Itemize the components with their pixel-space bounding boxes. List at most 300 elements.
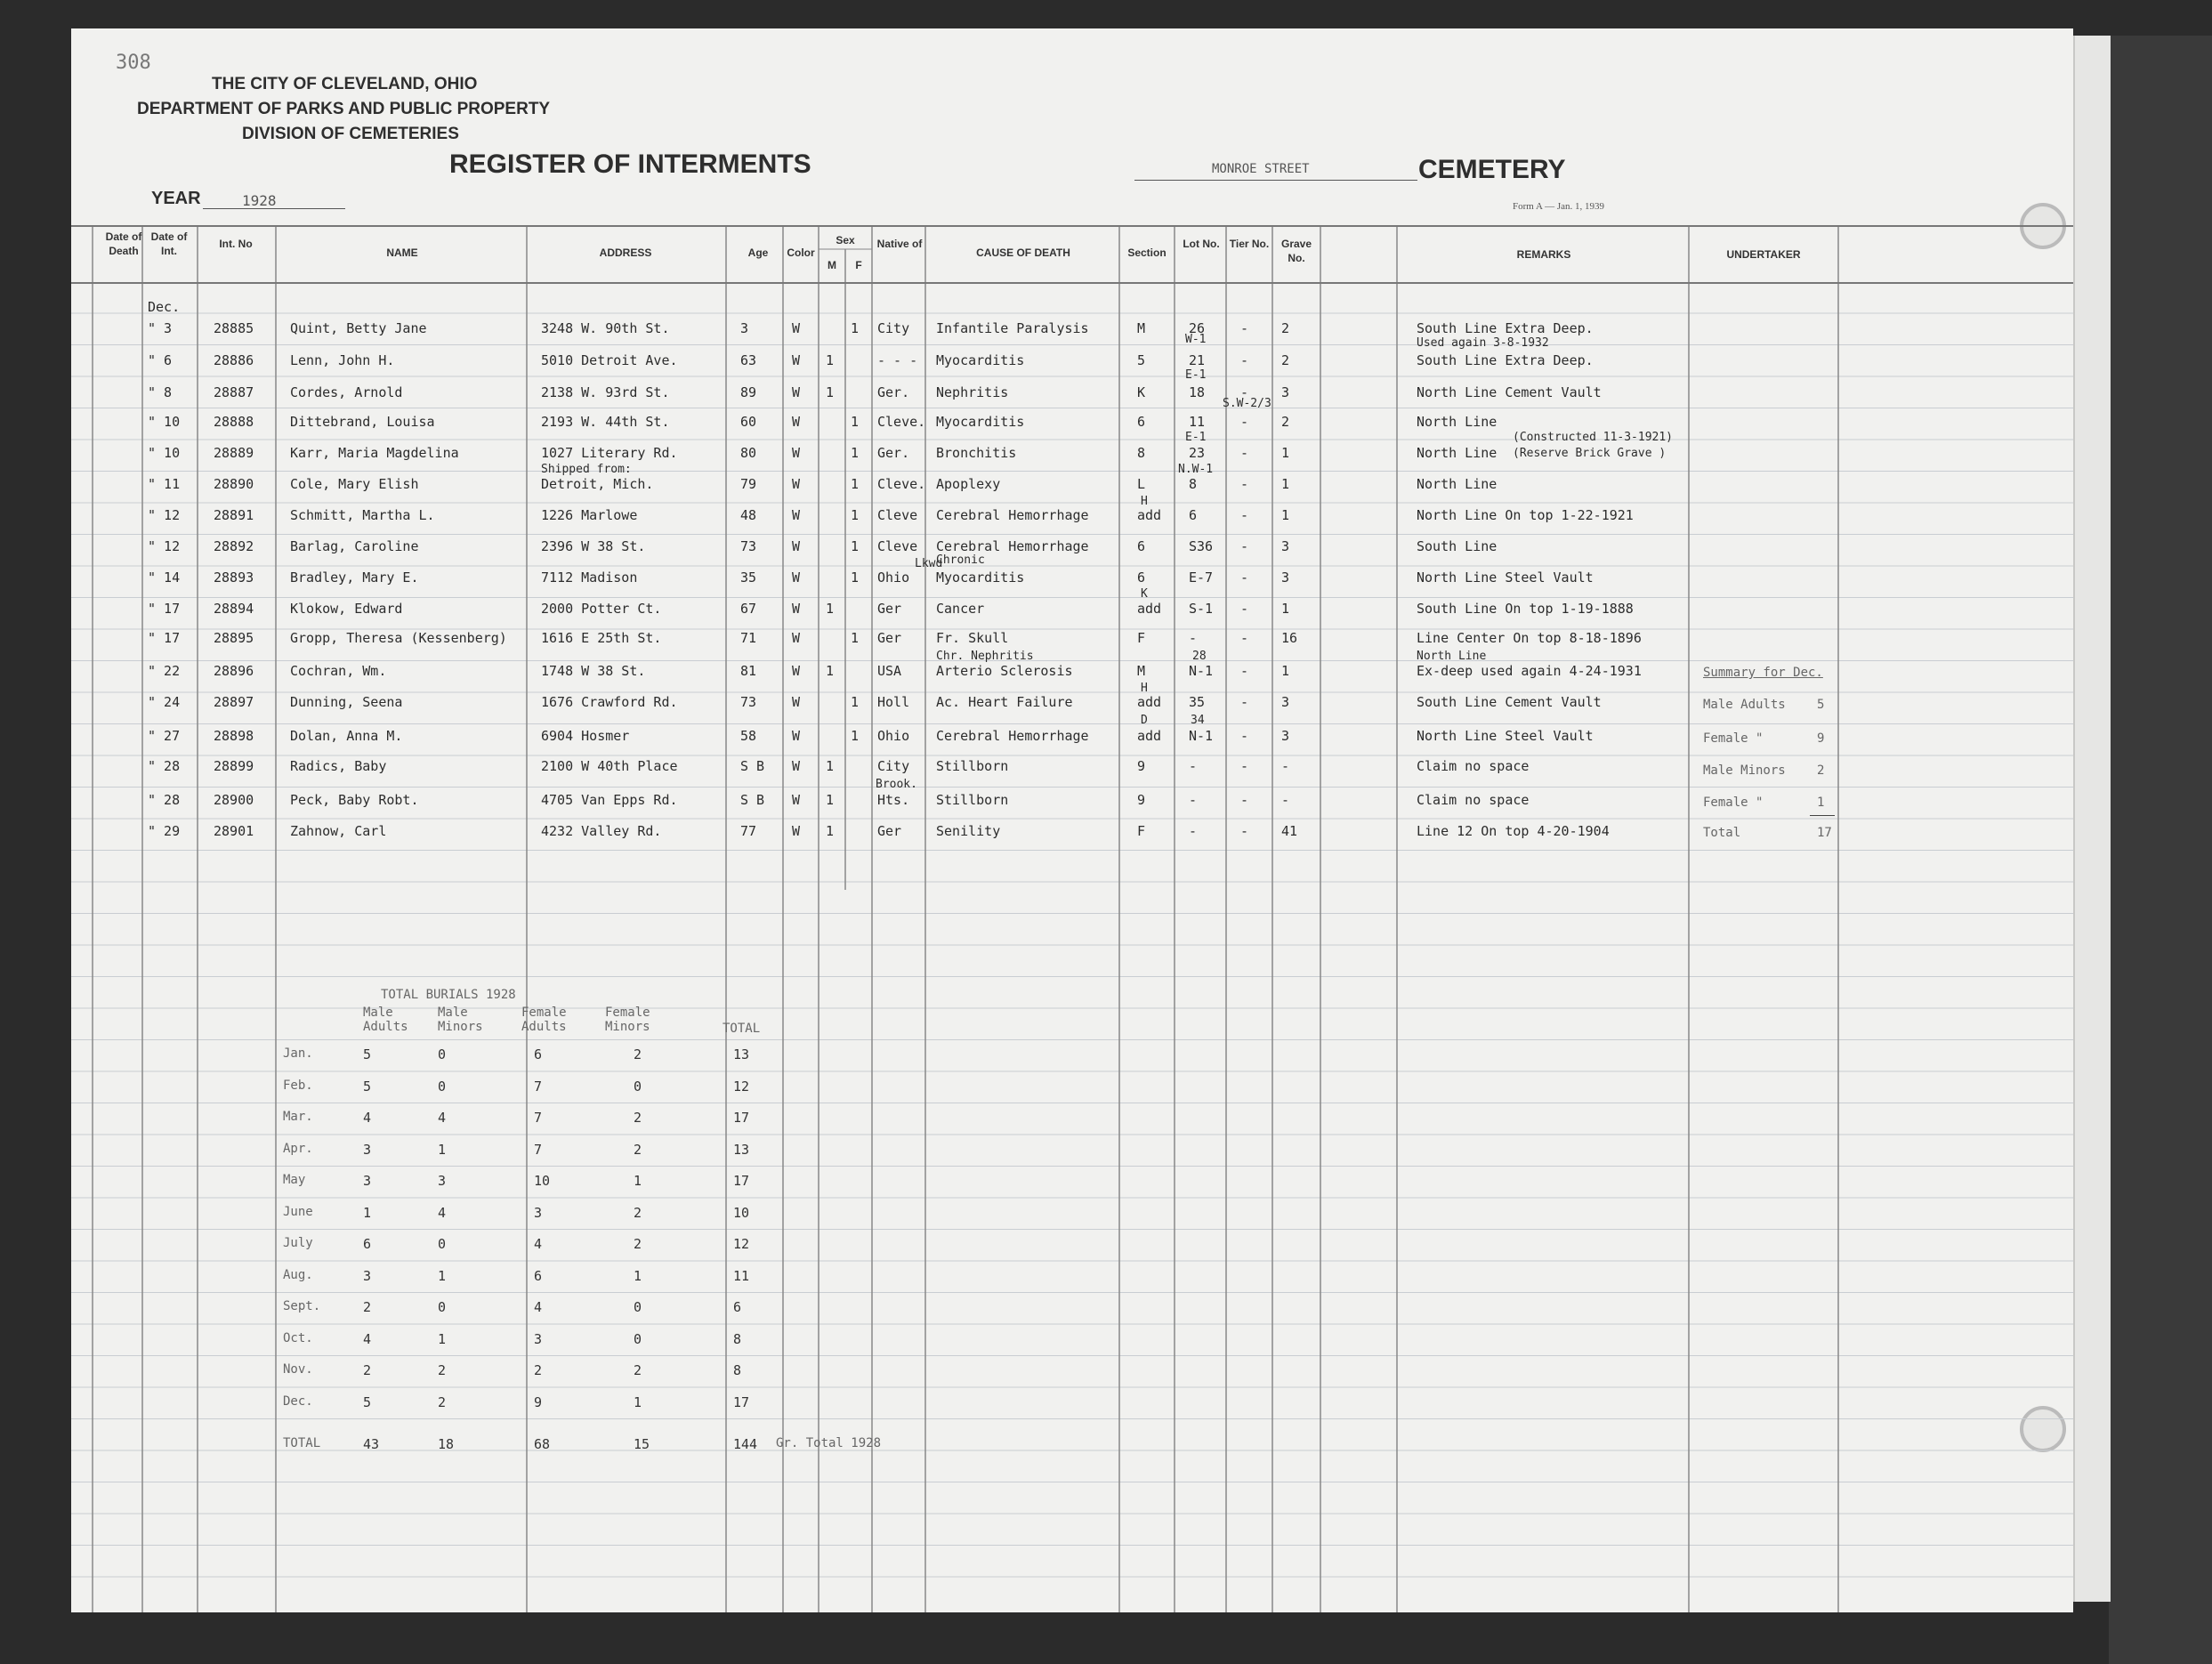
- age-cell: 58: [740, 728, 757, 744]
- int-no-cell: 28897: [214, 694, 254, 710]
- section-cell: M: [1137, 663, 1146, 679]
- sex-f-cell: 1: [851, 320, 860, 336]
- col-date-of-death: Date of Death: [105, 230, 142, 257]
- page-title: REGISTER OF INTERMENTS: [449, 149, 811, 179]
- name-cell: Karr, Maria Magdelina: [290, 445, 459, 461]
- color-cell: W: [792, 601, 801, 617]
- sex-f-cell: 1: [851, 507, 860, 523]
- col-date-of-int: Date of Int.: [150, 230, 188, 257]
- sex-m-cell: 1: [826, 663, 835, 679]
- native-cell: Ger.: [877, 384, 910, 400]
- page-number: 308: [116, 52, 151, 74]
- totals-male-minors: 4: [438, 1110, 447, 1126]
- remarks-cell: South Line Cement Vault: [1417, 694, 1602, 710]
- age-cell: 67: [740, 601, 757, 617]
- section-cell: 6: [1137, 569, 1146, 586]
- totals-male-minors: 2: [438, 1362, 447, 1378]
- totals-total: 17: [733, 1110, 750, 1126]
- totals-month: Aug.: [283, 1267, 313, 1282]
- cause-cell: Nephritis: [936, 384, 1009, 400]
- int-no-cell: 28891: [214, 507, 254, 523]
- int-no-cell: 28899: [214, 758, 254, 774]
- remarks-cell: Line 12 On top 4-20-1904: [1417, 823, 1610, 839]
- totals-female-adults: 2: [534, 1362, 543, 1378]
- tier-cell: -: [1240, 445, 1249, 461]
- int-no-cell: 28901: [214, 823, 254, 839]
- tier-cell: -: [1240, 538, 1249, 554]
- remarks-cell: Claim no space: [1417, 792, 1530, 808]
- date-cell: " 24: [148, 694, 181, 710]
- col-tier: Tier No.: [1229, 238, 1270, 250]
- color-cell: W: [792, 694, 801, 710]
- row9-section-note: K: [1141, 587, 1148, 601]
- totals-col-male-adults: Male Adults: [363, 1006, 408, 1034]
- form-number: Form A — Jan. 1, 1939: [1513, 201, 1604, 212]
- section-cell: 6: [1137, 414, 1146, 430]
- totals-male-adults: 2: [363, 1362, 372, 1378]
- row13-section-note: D: [1141, 714, 1148, 727]
- totals-male-adults: 4: [363, 1330, 372, 1347]
- totals-female-minors: 15: [634, 1436, 650, 1452]
- section-cell: add: [1137, 601, 1162, 617]
- address-cell: 2138 W. 93rd St.: [541, 384, 670, 400]
- date-cell: " 27: [148, 728, 181, 744]
- totals-female-adults: 3: [534, 1330, 543, 1347]
- address-cell: 3248 W. 90th St.: [541, 320, 670, 336]
- remarks-cell: North Line: [1417, 414, 1498, 430]
- remarks-cell: Claim no space: [1417, 758, 1530, 774]
- grand-total-label: Gr. Total 1928: [776, 1436, 882, 1450]
- lot-cell: N-1: [1189, 728, 1214, 744]
- cemetery-label: CEMETERY: [1418, 155, 1566, 184]
- date-cell: " 28: [148, 758, 181, 774]
- totals-female-minors: 2: [634, 1236, 642, 1252]
- sex-m-cell: 1: [826, 384, 835, 400]
- date-cell: " 12: [148, 507, 181, 523]
- address-cell: 2193 W. 44th St.: [541, 414, 670, 430]
- color-cell: W: [792, 320, 801, 336]
- color-cell: W: [792, 758, 801, 774]
- native-cell: Cleve.: [877, 476, 926, 492]
- year-value: 1928: [242, 192, 277, 209]
- section-cell: 5: [1137, 352, 1146, 368]
- cause-cell: Myocarditis: [936, 414, 1025, 430]
- header-department: DEPARTMENT OF PARKS AND PUBLIC PROPERTY: [137, 100, 551, 118]
- color-cell: W: [792, 663, 801, 679]
- totals-female-minors: 1: [634, 1393, 642, 1410]
- totals-month: Dec.: [283, 1393, 313, 1409]
- row12-section-note: H: [1141, 682, 1148, 695]
- age-cell: 80: [740, 445, 757, 461]
- totals-female-adults: 7: [534, 1078, 543, 1095]
- date-cell: " 10: [148, 414, 181, 430]
- address-cell: 2000 Potter Ct.: [541, 601, 662, 617]
- totals-total: 11: [733, 1267, 750, 1284]
- native-cell: City: [877, 758, 910, 774]
- cause-cell: Apoplexy: [936, 476, 1001, 492]
- cause-cell: Cerebral Hemorrhage: [936, 728, 1089, 744]
- sex-m-cell: 1: [826, 352, 835, 368]
- date-cell: " 8: [148, 384, 173, 400]
- grave-cell: 1: [1281, 476, 1290, 492]
- section-cell: F: [1137, 823, 1146, 839]
- col-sex-m: M: [827, 259, 836, 271]
- row6-section-note: H: [1141, 495, 1148, 508]
- lot-cell: S36: [1189, 538, 1214, 554]
- color-cell: W: [792, 414, 801, 430]
- native-cell: Ger: [877, 823, 902, 839]
- grave-cell: 3: [1281, 538, 1290, 554]
- int-no-cell: 28886: [214, 352, 254, 368]
- lot-cell: 6: [1189, 507, 1198, 523]
- totals-total: 6: [733, 1299, 742, 1315]
- int-no-cell: 28900: [214, 792, 254, 808]
- cause-cell: Infantile Paralysis: [936, 320, 1089, 336]
- grave-cell: 2: [1281, 352, 1290, 368]
- cause-cell: Arterio Sclerosis: [936, 663, 1073, 679]
- int-no-cell: 28893: [214, 569, 254, 586]
- native-cell: Ohio: [877, 728, 910, 744]
- tier-cell: -: [1240, 569, 1249, 586]
- sex-m-cell: 1: [826, 792, 835, 808]
- age-cell: 63: [740, 352, 757, 368]
- section-cell: 9: [1137, 792, 1146, 808]
- totals-title: TOTAL BURIALS 1928: [381, 988, 516, 1002]
- lot-cell: 21: [1189, 352, 1206, 368]
- date-cell: " 17: [148, 601, 181, 617]
- address-cell: 1027 Literary Rd.: [541, 445, 678, 461]
- totals-total: 10: [733, 1204, 750, 1221]
- int-no-cell: 28898: [214, 728, 254, 744]
- totals-month: Apr.: [283, 1141, 313, 1156]
- name-cell: Quint, Betty Jane: [290, 320, 427, 336]
- name-cell: Dunning, Seena: [290, 694, 403, 710]
- grave-cell: 3: [1281, 569, 1290, 586]
- col-native: Native of: [876, 238, 923, 250]
- totals-male-adults: 5: [363, 1078, 372, 1095]
- totals-total: 13: [733, 1046, 750, 1062]
- lot-cell: 35: [1189, 694, 1206, 710]
- row4-lot-note: E-1: [1185, 431, 1207, 444]
- totals-female-minors: 2: [634, 1362, 642, 1378]
- grave-cell: 1: [1281, 507, 1290, 523]
- address-cell: 4232 Valley Rd.: [541, 823, 662, 839]
- totals-male-minors: 4: [438, 1204, 447, 1221]
- remarks-cell: North Line Steel Vault: [1417, 569, 1594, 586]
- lot-cell: N-1: [1189, 663, 1214, 679]
- grave-cell: 16: [1281, 630, 1298, 646]
- totals-male-minors: 1: [438, 1267, 447, 1284]
- totals-total: 12: [733, 1236, 750, 1252]
- totals-female-adults: 10: [534, 1173, 551, 1189]
- totals-month: Oct.: [283, 1330, 313, 1345]
- sex-f-cell: 1: [851, 476, 860, 492]
- color-cell: W: [792, 569, 801, 586]
- tier-cell: -: [1240, 414, 1249, 430]
- grave-cell: 1: [1281, 601, 1290, 617]
- row4-remark-constructed: (Constructed 11-3-1921): [1513, 431, 1674, 444]
- native-cell: Holl: [877, 694, 910, 710]
- col-int-no: Int. No: [219, 238, 253, 250]
- native-cell: Ger: [877, 630, 902, 646]
- tier-cell: -: [1240, 663, 1249, 679]
- summary-value: 17: [1817, 826, 1832, 840]
- name-cell: Klokow, Edward: [290, 601, 403, 617]
- totals-female-adults: 4: [534, 1236, 543, 1252]
- totals-month: June: [283, 1204, 313, 1219]
- age-cell: 89: [740, 384, 757, 400]
- section-cell: L: [1137, 476, 1146, 492]
- tier-cell: -: [1240, 630, 1249, 646]
- lot-cell: 18: [1189, 384, 1206, 400]
- age-cell: S B: [740, 792, 765, 808]
- totals-total: 12: [733, 1078, 750, 1095]
- section-cell: 8: [1137, 445, 1146, 461]
- year-label: YEAR: [151, 189, 201, 208]
- col-sex-f: F: [855, 259, 862, 271]
- int-no-cell: 28895: [214, 630, 254, 646]
- cause-cell: Stillborn: [936, 758, 1009, 774]
- totals-male-adults: 43: [363, 1436, 380, 1452]
- totals-male-adults: 1: [363, 1204, 372, 1221]
- section-cell: 9: [1137, 758, 1146, 774]
- sex-m-cell: 1: [826, 601, 835, 617]
- totals-male-adults: 3: [363, 1141, 372, 1158]
- row14-native-note: Brook.: [876, 778, 917, 791]
- totals-female-adults: 4: [534, 1299, 543, 1315]
- color-cell: W: [792, 476, 801, 492]
- tier-cell: -: [1240, 694, 1249, 710]
- date-cell: " 14: [148, 569, 181, 586]
- totals-female-minors: 2: [634, 1110, 642, 1126]
- grave-cell: -: [1281, 792, 1290, 808]
- header-division: DIVISION OF CEMETERIES: [242, 125, 459, 143]
- color-cell: W: [792, 728, 801, 744]
- totals-male-minors: 2: [438, 1393, 447, 1410]
- int-no-cell: 28890: [214, 476, 254, 492]
- cause-cell: Cancer: [936, 601, 985, 617]
- address-cell: 2396 W 38 St.: [541, 538, 646, 554]
- address-cell: 5010 Detroit Ave.: [541, 352, 678, 368]
- totals-month: May: [283, 1173, 306, 1187]
- age-cell: 73: [740, 538, 757, 554]
- sex-f-cell: 1: [851, 728, 860, 744]
- sex-f-cell: 1: [851, 414, 860, 430]
- tier-cell: -: [1240, 476, 1249, 492]
- name-cell: Gropp, Theresa (Kessenberg): [290, 630, 507, 646]
- row2-lot-note: E-1: [1185, 368, 1207, 382]
- totals-male-adults: 2: [363, 1299, 372, 1315]
- tier-cell: -: [1240, 792, 1249, 808]
- int-no-cell: 28896: [214, 663, 254, 679]
- col-age: Age: [747, 246, 769, 259]
- grave-cell: 2: [1281, 414, 1290, 430]
- cause-cell: Ac. Heart Failure: [936, 694, 1073, 710]
- summary-label: Total: [1703, 826, 1741, 840]
- lot-cell: -: [1189, 823, 1198, 839]
- col-name: NAME: [386, 246, 418, 259]
- remarks-cell: South Line: [1417, 538, 1498, 554]
- cause-cell: Myocarditis: [936, 569, 1025, 586]
- tier-cell: -: [1240, 728, 1249, 744]
- grave-cell: 2: [1281, 320, 1290, 336]
- totals-total: 17: [733, 1173, 750, 1189]
- summary-value: 9: [1817, 731, 1825, 746]
- grave-cell: 3: [1281, 694, 1290, 710]
- cemetery-name: MONROE STREET: [1212, 162, 1310, 176]
- totals-male-adults: 3: [363, 1267, 372, 1284]
- date-cell: " 28: [148, 792, 181, 808]
- color-cell: W: [792, 384, 801, 400]
- date-cell: " 12: [148, 538, 181, 554]
- cause-cell: Fr. Skull: [936, 630, 1009, 646]
- address-cell: 7112 Madison: [541, 569, 638, 586]
- col-grave: Grave No.: [1280, 238, 1312, 264]
- address-cell: 2100 W 40th Place: [541, 758, 678, 774]
- cause-cell: Cerebral Hemorrhage: [936, 507, 1089, 523]
- row11-cause-note: Chr. Nephritis: [936, 650, 1034, 663]
- grave-cell: 1: [1281, 663, 1290, 679]
- col-address: ADDRESS: [599, 246, 652, 259]
- lot-cell: 23: [1189, 445, 1206, 461]
- remarks-cell: South Line Extra Deep.: [1417, 352, 1594, 368]
- int-no-cell: 28885: [214, 320, 254, 336]
- age-cell: 71: [740, 630, 757, 646]
- totals-male-minors: 1: [438, 1330, 447, 1347]
- sex-f-cell: 1: [851, 569, 860, 586]
- totals-female-adults: 3: [534, 1204, 543, 1221]
- age-cell: 60: [740, 414, 757, 430]
- totals-female-minors: 2: [634, 1141, 642, 1158]
- totals-male-minors: 3: [438, 1173, 447, 1189]
- totals-female-minors: 1: [634, 1173, 642, 1189]
- totals-male-minors: 1: [438, 1141, 447, 1158]
- row1-lot-note: W-1: [1185, 333, 1207, 346]
- age-cell: 79: [740, 476, 757, 492]
- name-cell: Cordes, Arnold: [290, 384, 403, 400]
- color-cell: W: [792, 792, 801, 808]
- lot-cell: -: [1189, 792, 1198, 808]
- address-cell: 1616 E 25th St.: [541, 630, 662, 646]
- native-cell: USA: [877, 663, 902, 679]
- remarks-cell: North Line Steel Vault: [1417, 728, 1594, 744]
- color-cell: W: [792, 538, 801, 554]
- totals-male-adults: 3: [363, 1173, 372, 1189]
- native-cell: Cleve: [877, 507, 918, 523]
- totals-female-minors: 2: [634, 1204, 642, 1221]
- col-color: Color: [787, 246, 815, 259]
- summary-value: 1: [1817, 796, 1825, 810]
- totals-total: 8: [733, 1330, 742, 1347]
- age-cell: 3: [740, 320, 749, 336]
- totals-female-adults: 9: [534, 1393, 543, 1410]
- grave-cell: 3: [1281, 728, 1290, 744]
- month-label: Dec.: [148, 299, 181, 315]
- totals-col-total: TOTAL: [723, 1022, 761, 1036]
- row5-shipped-from: Shipped from:: [541, 463, 632, 476]
- name-cell: Peck, Baby Robt.: [290, 792, 419, 808]
- int-no-cell: 28887: [214, 384, 254, 400]
- int-no-cell: 28888: [214, 414, 254, 430]
- native-cell: Ohio: [877, 569, 910, 586]
- section-cell: M: [1137, 320, 1146, 336]
- row3-lot-note: S.W-2/3: [1223, 397, 1271, 410]
- grave-cell: 41: [1281, 823, 1298, 839]
- lot-cell: -: [1189, 630, 1198, 646]
- sex-f-cell: 1: [851, 630, 860, 646]
- totals-col-female-minors: Female Minors: [605, 1006, 650, 1034]
- section-cell: add: [1137, 507, 1162, 523]
- date-cell: " 22: [148, 663, 181, 679]
- totals-female-adults: 6: [534, 1046, 543, 1062]
- age-cell: 35: [740, 569, 757, 586]
- sex-f-cell: 1: [851, 445, 860, 461]
- name-cell: Cole, Mary Elish: [290, 476, 419, 492]
- grave-cell: -: [1281, 758, 1290, 774]
- summary-value: 5: [1817, 698, 1825, 712]
- remarks-cell: South Line Extra Deep.: [1417, 320, 1594, 336]
- native-cell: Hts.: [877, 792, 910, 808]
- row11-lot-note: 28: [1192, 650, 1207, 663]
- totals-male-minors: 0: [438, 1236, 447, 1252]
- totals-female-minors: 2: [634, 1046, 642, 1062]
- section-cell: 6: [1137, 538, 1146, 554]
- totals-month: TOTAL: [283, 1436, 321, 1450]
- color-cell: W: [792, 352, 801, 368]
- summary-label: Male Adults: [1703, 698, 1786, 712]
- remarks-cell: North Line On top 1-22-1921: [1417, 507, 1634, 523]
- totals-total: 17: [733, 1393, 750, 1410]
- lot-cell: 11: [1189, 414, 1206, 430]
- int-no-cell: 28894: [214, 601, 254, 617]
- tier-cell: -: [1240, 601, 1249, 617]
- totals-female-minors: 1: [634, 1267, 642, 1284]
- totals-month: Feb.: [283, 1078, 313, 1093]
- name-cell: Schmitt, Martha L.: [290, 507, 435, 523]
- totals-month: Mar.: [283, 1110, 313, 1124]
- remarks-cell: South Line On top 1-19-1888: [1417, 601, 1634, 617]
- section-cell: F: [1137, 630, 1146, 646]
- col-remarks: REMARKS: [1516, 248, 1571, 261]
- section-cell: add: [1137, 728, 1162, 744]
- summary-value: 2: [1817, 763, 1825, 778]
- date-cell: " 3: [148, 320, 173, 336]
- int-no-cell: 28892: [214, 538, 254, 554]
- totals-month: July: [283, 1236, 313, 1250]
- tier-cell: -: [1240, 823, 1249, 839]
- totals-male-minors: 0: [438, 1046, 447, 1062]
- totals-male-adults: 5: [363, 1046, 372, 1062]
- age-cell: S B: [740, 758, 765, 774]
- native-cell: - - -: [877, 352, 918, 368]
- age-cell: 77: [740, 823, 757, 839]
- col-undertaker: UNDERTAKER: [1726, 248, 1801, 261]
- summary-label: Female ": [1703, 731, 1764, 746]
- date-cell: " 10: [148, 445, 181, 461]
- sex-m-cell: 1: [826, 823, 835, 839]
- tier-cell: -: [1240, 758, 1249, 774]
- cause-cell: Bronchitis: [936, 445, 1017, 461]
- totals-month: Nov.: [283, 1362, 313, 1377]
- age-cell: 81: [740, 663, 757, 679]
- tier-cell: -: [1240, 352, 1249, 368]
- row5-lot-note: N.W-1: [1178, 463, 1214, 476]
- row4-remark-reserve: (Reserve Brick Grave ): [1513, 447, 1667, 460]
- row11-remark-note: North Line: [1417, 650, 1487, 663]
- address-cell: 4705 Van Epps Rd.: [541, 792, 678, 808]
- sex-f-cell: 1: [851, 538, 860, 554]
- age-cell: 48: [740, 507, 757, 523]
